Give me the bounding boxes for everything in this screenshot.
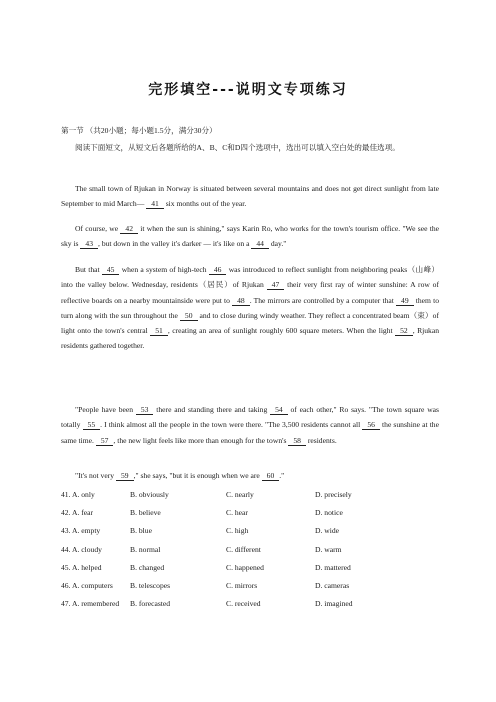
blank-42: 42 bbox=[120, 224, 138, 234]
text: residents. bbox=[307, 435, 337, 445]
text: six months out of the year. bbox=[165, 199, 247, 209]
option-b: B. believe bbox=[130, 508, 161, 518]
blank-47: 47 bbox=[267, 280, 285, 290]
blank-58: 58 bbox=[288, 436, 306, 446]
blank-41: 41 bbox=[146, 199, 164, 209]
paragraph-5 bbox=[61, 468, 439, 483]
text: ." bbox=[279, 471, 285, 480]
option-a: 47. A. remembered bbox=[61, 599, 120, 609]
blank-52: 52 bbox=[395, 326, 413, 336]
blank-57: 57 bbox=[96, 436, 114, 446]
text: , but down in the valley it's darker — it's like on a bbox=[98, 239, 250, 249]
text: day." bbox=[270, 239, 287, 249]
option-c: C. hear bbox=[226, 508, 248, 518]
option-d: D. mattered bbox=[315, 562, 351, 572]
text: Of course, we bbox=[75, 224, 119, 233]
text: when a system of high-tech bbox=[121, 265, 207, 274]
option-b: B. forecasted bbox=[130, 599, 171, 609]
option-d: D. wide bbox=[315, 526, 340, 536]
option-b: B. telescopes bbox=[130, 580, 171, 590]
option-c: C. high bbox=[226, 526, 249, 536]
option-d: D. precisely bbox=[315, 490, 352, 499]
option-d: D. notice bbox=[315, 508, 343, 518]
option-a: 44. A. cloudy bbox=[61, 544, 102, 554]
text: them to turn along with the sun throughout the bbox=[61, 295, 439, 320]
text: "People have been bbox=[75, 405, 134, 414]
text: it when the sun is shining," says Karin Ro, who works for the town's tourism office. "We see the sky is bbox=[61, 224, 439, 249]
blank-54: 54 bbox=[270, 405, 288, 415]
option-c: C. happened bbox=[226, 562, 264, 572]
instructions: 阅读下面短文，从短文后各题所给的A、B、C和D四个选项中，选出可以填入空白处的最佳选项。 bbox=[75, 143, 400, 152]
option-c: C. mirrors bbox=[226, 580, 258, 590]
blank-53: 53 bbox=[136, 405, 154, 415]
option-c: C. nearly bbox=[226, 490, 254, 499]
option-d: D. cameras bbox=[315, 580, 350, 590]
section-heading: 第一节 （共20小题；每小题1.5分，满分30分） bbox=[61, 126, 217, 135]
option-row bbox=[61, 599, 441, 617]
option-b: B. obviously bbox=[130, 490, 169, 499]
text: of each other," Ro says. "The town square was totally bbox=[61, 405, 440, 430]
document-title: 完形填空---说明文专项练习 bbox=[148, 82, 348, 98]
blank-43: 43 bbox=[80, 239, 98, 249]
blank-49: 49 bbox=[396, 296, 414, 306]
text: The small town of Rjukan in Norway is situated between several mountains and does not get direct sunlight from late September to mid March— bbox=[61, 184, 439, 209]
option-a: 43. A. empty bbox=[61, 526, 101, 536]
blank-59: 59 bbox=[116, 471, 134, 481]
blank-51: 51 bbox=[150, 326, 168, 336]
option-b: B. changed bbox=[130, 562, 165, 572]
text: their very first ray of winter sunshine: A row of reflective boards on a nearby mountainside were put to bbox=[61, 280, 439, 305]
text: and to close during windy weather. They reflect a concentrated beam（束）of light onto the town's central bbox=[61, 310, 439, 336]
text: But that bbox=[75, 265, 100, 274]
option-row bbox=[61, 563, 441, 581]
paragraph-1 bbox=[61, 181, 439, 212]
text: there and standing there and taking bbox=[156, 405, 268, 414]
option-d: D. imagined bbox=[315, 599, 353, 609]
text: . I think almost all the people in the town were there. "The 3,500 residents cannot all bbox=[100, 420, 361, 430]
option-b: B. normal bbox=[130, 544, 161, 554]
text: . The mirrors are controlled by a computer that bbox=[249, 295, 394, 305]
option-row bbox=[61, 508, 441, 526]
text: , creating an area of sunlight roughly 600 square meters. When the light bbox=[167, 326, 393, 336]
option-row bbox=[61, 490, 441, 508]
blank-56: 56 bbox=[362, 420, 380, 430]
option-row bbox=[61, 581, 441, 599]
option-c: C. different bbox=[226, 544, 261, 554]
option-c: C. received bbox=[226, 599, 261, 609]
paragraph-3 bbox=[61, 262, 439, 354]
text: the sunshine at the same time. bbox=[61, 420, 439, 445]
blank-55: 55 bbox=[83, 420, 101, 430]
blank-50: 50 bbox=[180, 311, 198, 321]
blank-44: 44 bbox=[251, 239, 269, 249]
text: "It's not very bbox=[75, 471, 115, 480]
option-b: B. blue bbox=[130, 526, 152, 536]
answer-options bbox=[61, 490, 441, 617]
paragraph-2 bbox=[61, 221, 439, 252]
text: ," she says, "but it is enough when we are bbox=[133, 471, 260, 480]
option-a: 46. A. computers bbox=[61, 580, 113, 590]
text: was introduced to reflect sunlight from neighboring peaks（山峰）into the valley below. Wednesday, residents（居民）of Rjukan bbox=[61, 265, 439, 290]
option-a: 45. A. helped bbox=[61, 562, 102, 572]
option-row bbox=[61, 545, 441, 563]
option-row bbox=[61, 526, 441, 544]
blank-46: 46 bbox=[209, 265, 227, 275]
blank-60: 60 bbox=[262, 471, 280, 481]
option-d: D. warm bbox=[315, 544, 342, 554]
option-a: 41. A. only bbox=[61, 490, 95, 499]
blank-45: 45 bbox=[102, 265, 120, 275]
paragraph-4 bbox=[61, 402, 439, 448]
blank-48: 48 bbox=[232, 296, 250, 306]
text: , the new light feels like more than enough for the town's bbox=[113, 435, 287, 445]
text: , Rjukan residents gathered together. bbox=[61, 326, 440, 351]
option-a: 42. A. fear bbox=[61, 508, 94, 518]
